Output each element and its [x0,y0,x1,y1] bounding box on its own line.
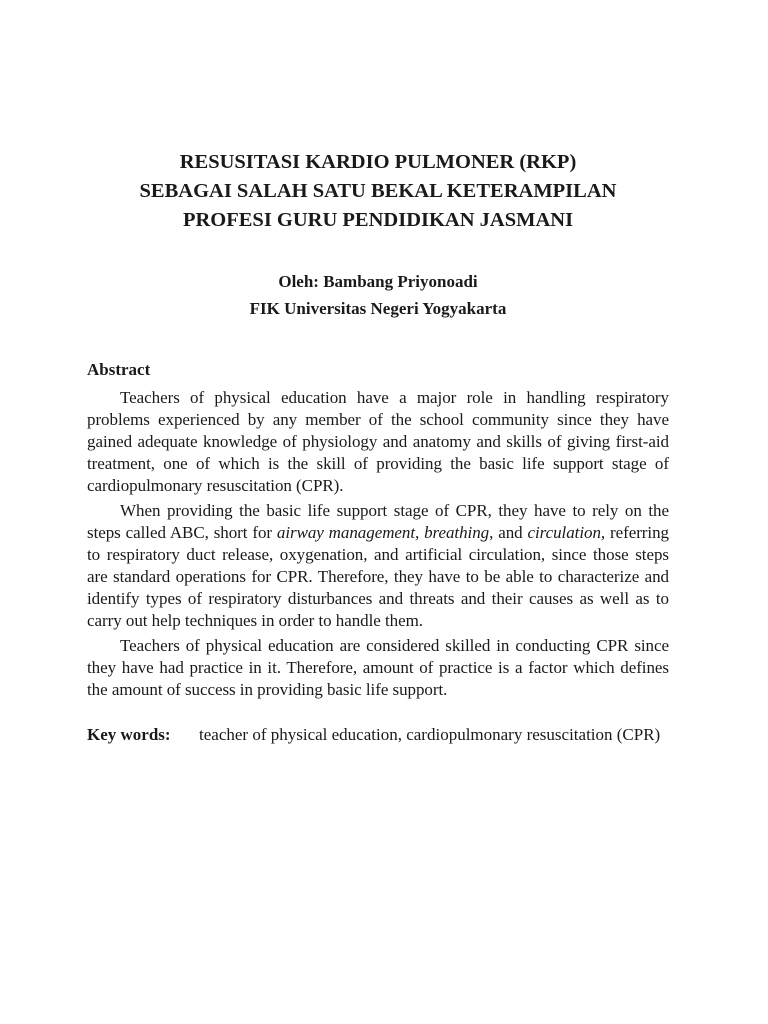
keywords-label: Key words: [87,725,171,744]
title-line-3: PROFESI GURU PENDIDIKAN JASMANI [182,209,574,231]
author-name: Oleh: Bambang Priyonoadi [278,272,478,291]
paragraph-2-text-c: and [493,523,528,542]
abstract-paragraph-1: Teachers of physical education have a major role in handling respiratory problems experienced by any member of the school community since they have gained adequate knowledge of physiology and anatomy and skills of giving first-aid treatment, one of which is the skill of providing the basic life support stage of cardiopulmonary resuscitation (CPR). [87,388,669,495]
abstract-heading: Abstract [87,360,151,379]
keywords-text: teacher of physical education, cardiopulmonary resuscitation (CPR) [199,725,661,744]
paragraph-2-text-a: When providing the basic life support stage of CPR, they have to rely on the steps called ABC, short for [87,501,669,542]
paragraph-2-italic-circulation: circulation, [527,523,606,542]
paper-title [87,148,669,235]
author-block [87,268,669,322]
paragraph-2-text-e: referring to respiratory duct release, oxygenation, and artificial circulation, since those steps are standard operations for CPR. Therefore, they have to be able to characterize and identify types of respiratory disturbances and threats and their causes as well as to carry out help techniques in order to handle them. [87,523,669,630]
abstract-paragraph-2 [87,500,669,632]
author-affiliation: FIK Universitas Negeri Yogyakarta [249,299,507,318]
paper-page [87,148,669,748]
keywords-row [87,721,669,748]
abstract-paragraph-3: Teachers of physical education are considered skilled in conducting CPR since they have had practice in it. Therefore, amount of practice is a factor which defines the amount of success in providing basic life support. [87,636,669,699]
title-line-2: SEBAGAI SALAH SATU BEKAL KETERAMPILAN [139,180,617,202]
paragraph-2-italic-abc: airway management, breathing, [276,523,494,542]
title-line-1: RESUSITASI KARDIO PULMONER (RKP) [179,151,577,173]
